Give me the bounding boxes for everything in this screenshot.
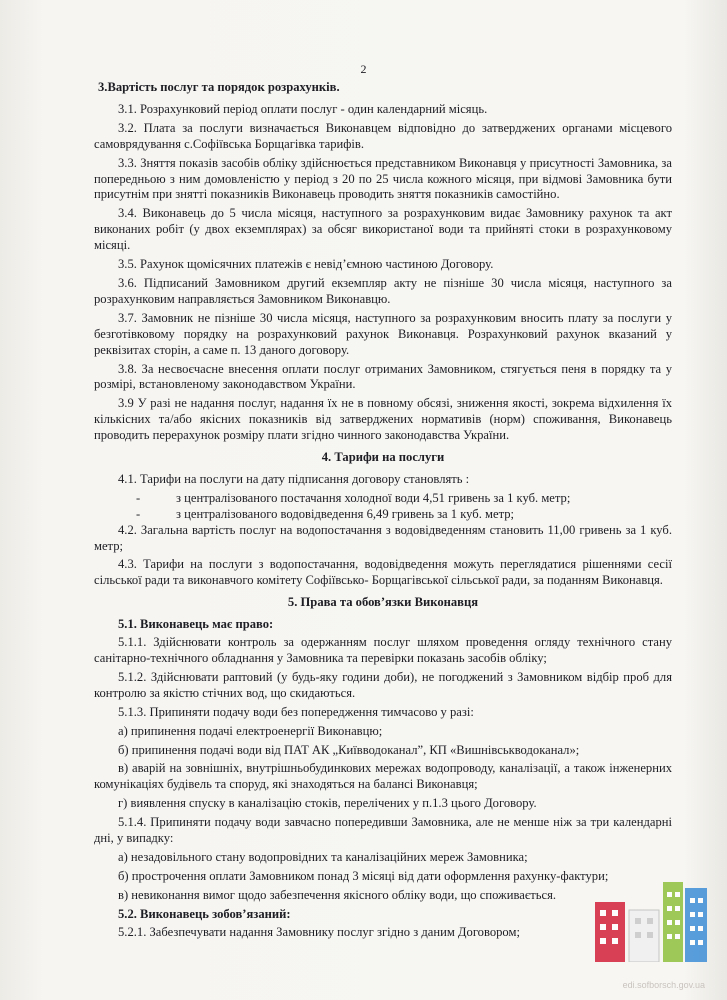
tariff-item: - з централізованого водовідведення 6,49 гривень за 1 куб. метр; bbox=[136, 506, 515, 521]
paragraph-3-5: 3.5. Рахунок щомісячних платежів є невід’ємною частиною Договору. bbox=[118, 257, 494, 272]
village-buildings-logo bbox=[593, 880, 709, 962]
list-item-5-1-3-b: б) припинення подачі води від ПАТ АК „Київводоканал”, КП «Вишнівськводоканал»; bbox=[118, 742, 580, 757]
paragraph-3-3: 3.3. Зняття показів засобів обліку здійснюється представником Виконавця у присутності Замовника, за попередньою з ним домовленістю у період з 20 по 25 числа кожного місяця, при відмові Замовника бути присутнім при знятті показників Виконавець проводить зняття показників самостійно. bbox=[94, 155, 672, 202]
subsection-5-2-title: 5.2. Виконавець зобов’язаний: bbox=[118, 906, 291, 921]
paragraph-5-2-1: 5.2.1. Забезпечувати надання Замовнику послуг згідно з даним Договором; bbox=[118, 924, 520, 939]
paragraph-5-1-2: 5.1.2. Здійснювати раптовий (у будь-яку години доби), не погоджений з Замовником відбір проб для контролю за якістю стічних вод, що скидаються. bbox=[94, 669, 672, 700]
website-watermark: edi.sofborsch.gov.ua bbox=[622, 980, 705, 990]
paragraph-3-1: 3.1. Розрахунковий період оплати послуг - один календарний місяць. bbox=[118, 101, 488, 116]
page-number: 2 bbox=[360, 62, 367, 76]
paragraph-5-1-1: 5.1.1. Здійснювати контроль за одержанням послуг шляхом проведення огляду технічного стану санітарно-технічного обладнання у Замовника та перевірки показань засобів обліку; bbox=[94, 635, 672, 665]
paragraph-3-6: 3.6. Підписаний Замовником другий екземпляр акту не пізніше 30 числа місяця, наступного за розрахунковим направляється Замовником Виконавцю. bbox=[94, 275, 672, 306]
section-4-title: 4. Тарифи на послуги bbox=[321, 450, 445, 465]
paragraph-4-2: 4.2. Загальна вартість послуг на водопостачання з водовідведенням становить 11,00 гривень за 1 куб. метр; bbox=[94, 522, 672, 553]
paragraph-4-1: 4.1. Тарифи на послуги на дату підписання договору становлять : bbox=[118, 471, 470, 486]
tariff-item: - з централізованого постачання холодної води 4,51 гривень за 1 куб. метр; bbox=[136, 490, 571, 505]
paragraph-3-7: 3.7. Замовник не пізніше 30 числа місяця, наступного за розрахунковим вносить плату за послуги у безготівковому порядку на розрахунковий рахунок Виконавця. Розрахунковий рахунок вказаний у реквізитах сторін, а саме п. 13 даного договору. bbox=[94, 310, 672, 357]
list-item-5-1-3-d: г) виявлення спуску в каналізацію стоків, перелічених у п.1.3 цього Договору. bbox=[118, 796, 537, 811]
paragraph-3-9: 3.9 У разі не надання послуг, надання їх не в повному обсязі, зниження якості, зокрема відхилення їх кількісних та/або якісних показників від затверджених нормативів (норм) споживання, Виконавець проводить перерахунок розміру плати згідно чинного законодавства України. bbox=[94, 396, 672, 443]
paragraph-3-8: 3.8. За несвоєчасне внесення оплати послуг отриманих Замовником, стягується пеня в порядку та у розмірі, встановленому законодавством України. bbox=[94, 361, 672, 392]
section-3-title: 3.Вартість послуг та порядок розрахунків. bbox=[98, 80, 340, 94]
paragraph-3-4: 3.4. Виконавець до 5 числа місяця, наступного за розрахунковим видає Замовнику рахунок та акт виконаних робіт (у двох екземплярах) за обсяг використаної води та прийняті стоки в розрахунковому місяці. bbox=[94, 206, 672, 253]
list-item-5-1-3-a: а) припинення подачі електроенергії Виконавцю; bbox=[118, 723, 383, 738]
paragraph-5-1-4: 5.1.4. Припиняти подачу води завчасно попередивши Замовника, але не менше ніж за три календарні дні, у випадку: bbox=[94, 815, 672, 846]
document-body bbox=[94, 80, 672, 944]
list-item-5-1-3-c: в) аварій на зовнішніх, внутрішньобудинкових мережах водопроводу, каналізації, а також інженерних комунікаціях будівель та споруд, які знаходяться на балансі Виконавця; bbox=[94, 761, 672, 792]
paragraph-3-2: 3.2. Плата за послуги визначається Виконавцем відповідно до затверджених органами місцевого самоврядування с.Софіївська Борщагівка тарифів. bbox=[94, 120, 672, 151]
list-item-5-1-4-a: а) незадовільного стану водопровідних та каналізаційних мереж Замовника; bbox=[118, 849, 528, 864]
paragraph-4-3: 4.3. Тарифи на послуги з водопостачання, водовідведення можуть переглядатися рішеннями сесії сільської ради та виконавчого комітету Софіївсько- Борщагівської сільської ради, за поданням Виконавця. bbox=[94, 557, 672, 588]
paragraph-5-1-3: 5.1.3. Припиняти подачу води без попередження тимчасово у разі: bbox=[118, 704, 474, 719]
list-item-5-1-4-c: в) невиконання вимог щодо забезпечення якісного обліку води, що споживається. bbox=[118, 887, 557, 902]
section-5-title: 5. Права та обов’язки Виконавця bbox=[287, 595, 479, 610]
list-item-5-1-4-b: б) прострочення оплати Замовником понад 3 місяці від дати оформлення рахунку-фактури; bbox=[118, 868, 609, 883]
subsection-5-1-title: 5.1. Виконавець має право: bbox=[118, 617, 274, 632]
